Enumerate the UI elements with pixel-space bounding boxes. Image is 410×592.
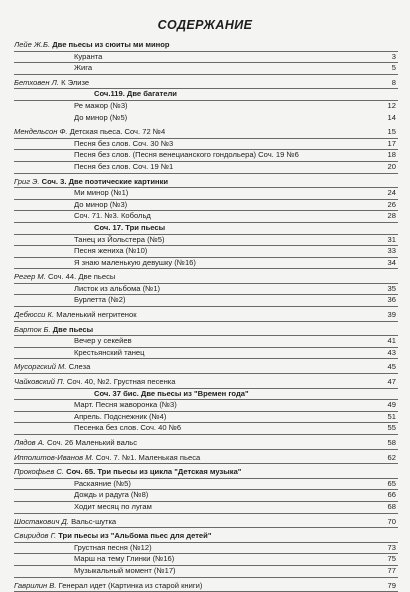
toc-entry [14, 113, 398, 125]
page-number: 14 [387, 112, 396, 122]
work-title: Я знаю маленькую девушку (№16) [74, 257, 196, 267]
toc-entry [14, 101, 398, 113]
toc-entry [14, 272, 398, 284]
toc-entry-title [74, 479, 380, 490]
toc-entry [14, 325, 398, 337]
toc-entry [14, 423, 398, 435]
composer-name: Чайковский П. [14, 377, 65, 387]
work-title: Маленький негритенок [54, 310, 137, 320]
toc-entry-title [74, 423, 380, 434]
page-number: 18 [387, 150, 396, 160]
toc-entry-title [74, 295, 380, 306]
work-title: Песенка без слов. Соч. 40 №6 [74, 423, 182, 433]
work-title: Вечер у секейев [74, 336, 132, 346]
toc-entry [14, 412, 398, 424]
composer-name: Шостакович Д. [14, 516, 69, 526]
toc-entry-title [74, 284, 380, 295]
toc-entry [14, 389, 398, 401]
work-title: До минор (№3) [74, 199, 128, 209]
toc-entry [14, 162, 398, 174]
work-title: Ре мажор (№3) [74, 100, 128, 110]
page-number: 41 [387, 336, 396, 346]
toc-entry-title [14, 581, 380, 592]
work-title: Песня без слов. Соч. 30 №3 [74, 138, 174, 148]
work-title: Песня без слов. (Песня венецианского гондольера) Соч. 19 №6 [74, 150, 299, 160]
page-number: 8 [391, 77, 396, 87]
page-title: СОДЕРЖАНИЕ [157, 18, 253, 32]
page-number: 35 [387, 283, 396, 293]
toc-entry [14, 362, 398, 374]
toc-entry-title [14, 177, 380, 188]
work-title: Куранта [74, 51, 103, 61]
page-number: 26 [387, 199, 396, 209]
toc-entry-title [74, 554, 380, 565]
composer-name: Регер М. [14, 272, 46, 282]
page-number: 31 [387, 234, 396, 244]
toc-entry [14, 177, 398, 189]
work-title: Бурлетта (№2) [74, 295, 126, 305]
work-title: Соч. 26 Маленький вальс [44, 438, 138, 447]
toc-entry-title [74, 543, 380, 554]
toc-entry-title [74, 348, 380, 359]
toc-entry-title [74, 101, 380, 112]
composer-name: Лядов А. [14, 438, 45, 447]
toc-entry-title [74, 188, 380, 199]
toc-entry [14, 211, 398, 223]
toc-entry [14, 310, 398, 322]
work-title: Ходит месяц по лугам [74, 501, 152, 511]
work-title: Соч. 40, №2. Грустная песенка [64, 377, 176, 387]
page-number: 49 [387, 400, 396, 410]
page-number: 12 [387, 100, 396, 110]
composer-name: Григ Э. [14, 176, 40, 186]
toc-entry-title [14, 453, 380, 464]
page-number: 17 [387, 138, 396, 148]
toc-entry-title [14, 272, 380, 283]
page-number: 33 [387, 246, 396, 256]
page-number: 51 [387, 411, 396, 421]
toc-entry-title [74, 63, 380, 74]
toc-entry [14, 490, 398, 502]
work-title: Соч.119. Две багатели [94, 89, 177, 99]
work-title: Жига [74, 63, 93, 73]
page-number: 15 [387, 127, 396, 137]
page-number: 43 [387, 347, 396, 357]
toc-entry-title [74, 258, 380, 269]
toc-entry [14, 40, 398, 52]
page-number: 68 [387, 501, 396, 511]
toc-entry-title [14, 325, 380, 336]
toc-entry [14, 531, 398, 543]
work-title: До минор (№5) [74, 112, 128, 122]
toc-entry [14, 479, 398, 491]
page-number: 20 [387, 161, 396, 171]
work-title: Соч. 3. Две поэтические картинки [39, 176, 169, 186]
work-title: Танец из Йольстера (№5) [74, 234, 165, 244]
toc-entry [14, 295, 398, 307]
page-number: 62 [387, 452, 396, 462]
toc-entry [14, 246, 398, 258]
toc-entry [14, 543, 398, 555]
work-title: Крестьянский танец [74, 347, 145, 357]
toc-entry-title [14, 310, 380, 321]
toc-entry-title [14, 531, 380, 542]
work-title: Детская пьеса. Соч. 72 №4 [67, 127, 166, 137]
toc-entry [14, 78, 398, 90]
toc-entry [14, 200, 398, 212]
work-title: Соч. 44. Две пьесы [45, 272, 116, 282]
toc-entry [14, 336, 398, 348]
toc-entry-title [74, 336, 380, 347]
work-title: Песня жениха (№10) [74, 246, 148, 256]
toc-entry-title [14, 78, 380, 89]
toc-entry [14, 258, 398, 270]
composer-name: Мендельсон Ф. [14, 127, 68, 137]
composer-name: Прокофьев С. [14, 467, 64, 477]
work-title: Генерал идет (Картинка из старой книги) [56, 580, 203, 590]
page-number: 77 [387, 565, 396, 575]
toc-entry [14, 150, 398, 162]
work-title: Две пьесы из сюиты ми минор [50, 40, 170, 49]
toc-entry [14, 453, 398, 465]
page-number: 79 [387, 580, 396, 590]
page-number: 55 [387, 423, 396, 433]
toc-entry [14, 348, 398, 360]
work-title: Листок из альбома (№1) [74, 283, 161, 293]
toc-entry [14, 284, 398, 296]
table-of-contents [14, 40, 398, 592]
toc-entry [14, 517, 398, 529]
page-number: 58 [387, 438, 396, 447]
page-number: 66 [387, 490, 396, 500]
toc-entry-title [74, 246, 380, 257]
page-number: 65 [387, 478, 396, 488]
work-title: Три пьесы из "Альбома пьес для детей" [56, 531, 212, 541]
toc-entry [14, 554, 398, 566]
toc-entry [14, 139, 398, 151]
composer-name: Мусоргский М. [14, 362, 67, 372]
work-title: Вальс-шутка [68, 516, 117, 526]
page-number: 75 [387, 554, 396, 564]
work-title: Соч. 71. №3. Кобольд [74, 211, 151, 221]
work-title: Две пьесы [50, 324, 94, 334]
toc-entry-title [14, 467, 380, 478]
toc-entry-title [74, 400, 380, 411]
toc-entry-title [74, 139, 380, 150]
page-number: 73 [387, 542, 396, 552]
toc-entry-title [94, 89, 380, 100]
toc-entry-title [74, 162, 380, 173]
toc-entry-title [94, 389, 380, 400]
toc-entry [14, 438, 398, 450]
toc-entry-title [14, 40, 380, 51]
toc-entry-title [94, 223, 380, 234]
toc-entry [14, 566, 398, 578]
toc-entry-title [14, 362, 380, 373]
page-number: 3 [391, 51, 396, 61]
page-number: 70 [387, 516, 396, 526]
toc-entry [14, 52, 398, 64]
toc-entry-title [74, 211, 380, 222]
toc-entry [14, 223, 398, 235]
page-number: 47 [387, 377, 396, 387]
page-number: 5 [391, 63, 396, 73]
toc-entry [14, 127, 398, 139]
toc-entry-title [74, 490, 380, 501]
work-title: Марш на тему Глинки (№16) [74, 554, 175, 564]
composer-name: Ипполитов-Иванов М. [14, 452, 94, 462]
toc-entry-title [14, 438, 380, 449]
work-title: Слеза [66, 362, 91, 372]
work-title: К Элизе [58, 77, 90, 87]
toc-entry-title [74, 150, 380, 161]
toc-entry [14, 581, 398, 592]
composer-name: Бетховен Л. [14, 77, 59, 87]
work-title: Апрель. Подснежник (№4) [74, 411, 167, 421]
work-title: Дождь и радуга (№8) [74, 490, 149, 500]
work-title: Март. Песня жаворонка (№3) [74, 400, 177, 410]
toc-entry [14, 188, 398, 200]
toc-entry-title [74, 200, 380, 211]
toc-entry-title [74, 235, 380, 246]
composer-name: Гаврилин В. [14, 580, 57, 590]
toc-entry [14, 89, 398, 101]
composer-name: Лейе Ж.Б. [14, 40, 51, 49]
toc-entry-title [74, 502, 380, 513]
page-number: 39 [387, 310, 396, 320]
work-title: Песня без слов. Соч. 19 №1 [74, 161, 174, 171]
toc-entry-title [14, 517, 380, 528]
toc-entry [14, 502, 398, 514]
work-title: Ми минор (№1) [74, 188, 129, 198]
toc-entry [14, 377, 398, 389]
toc-entry-title [74, 52, 380, 63]
composer-name: Свиридов Г. [14, 531, 57, 541]
work-title: Соч. 7. №1. Маленькая пьеса [93, 452, 201, 462]
work-title: Грустная песня (№12) [74, 542, 152, 552]
page-number: 24 [387, 188, 396, 198]
toc-entry-title [14, 377, 380, 388]
toc-entry [14, 63, 398, 75]
composer-name: Дебюсси К. [14, 310, 55, 320]
toc-entry-title [74, 412, 380, 423]
toc-entry [14, 467, 398, 479]
composer-name: Барток Б. [14, 324, 51, 334]
work-title: Соч. 37 бис. Две пьесы из "Времен года" [94, 388, 249, 398]
work-title: Соч. 17. Три пьесы [94, 222, 166, 232]
work-title: Соч. 65. Три пьесы из цикла "Детская музыка" [64, 467, 242, 477]
toc-entry [14, 235, 398, 247]
page-number: 36 [387, 295, 396, 305]
page-number: 34 [387, 257, 396, 267]
work-title: Музыкальный момент (№17) [74, 565, 176, 575]
toc-entry-title [14, 127, 380, 138]
toc-entry-title [74, 113, 380, 124]
toc-entry [14, 400, 398, 412]
page-number: 45 [387, 362, 396, 372]
page-number: 28 [387, 211, 396, 221]
work-title: Раскаяние (№5) [74, 478, 131, 488]
